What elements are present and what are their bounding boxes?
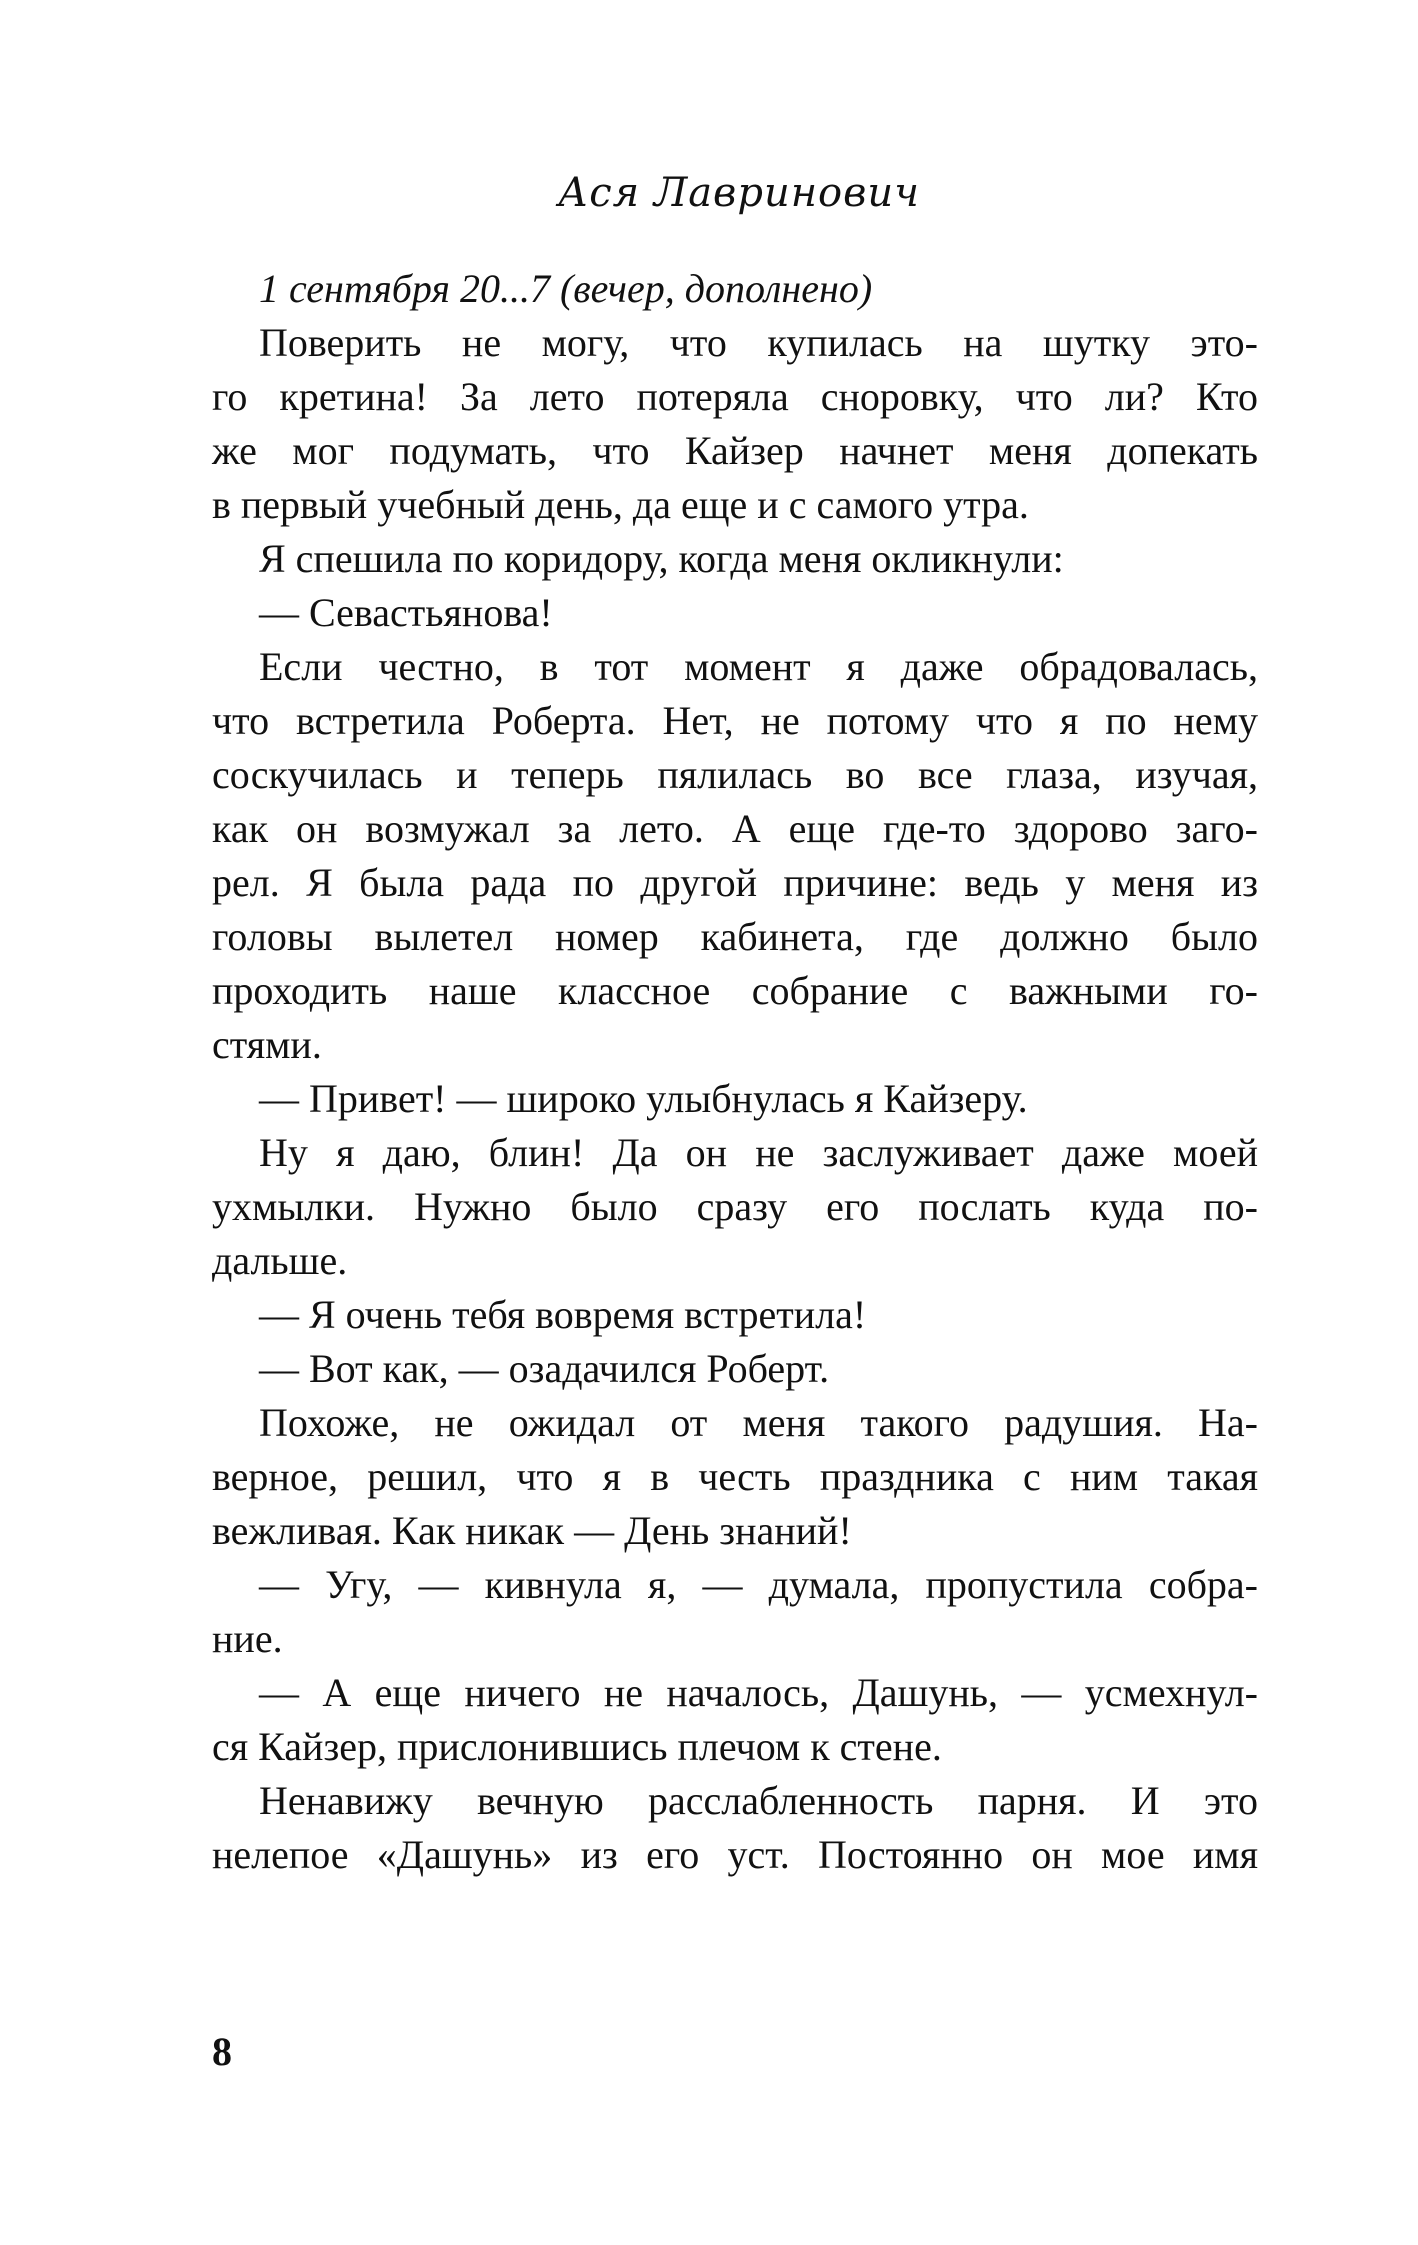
text-line: Я спешила по коридору, когда меня окликнули: [259,536,1064,581]
text-line: ухмылки. Нужно было сразу его послать куда по- [212,1184,1258,1229]
text-line: го кретина! За лето потеряла сноровку, что ли? Кто [212,374,1258,419]
page-number: 8 [212,2029,232,2074]
text-line: Поверить не могу, что купилась на шутку это- [259,320,1258,365]
text-line: как он возмужал за лето. А еще где-то здорово заго- [212,806,1258,851]
dialogue-line: — Севастьянова! [259,590,553,635]
text-line: вежливая. Как никак — День знаний! [212,1508,852,1553]
text-line: в первый учебный день, да еще и с самого утра. [212,482,1029,527]
diary-date-heading: 1 сентября 20...7 (вечер, дополнено) [259,266,873,311]
dialogue-line: — А еще ничего не началось, Дашунь, — усмехнул- [259,1670,1258,1715]
text-line: Похоже, не ожидал от меня такого радушия. На- [259,1400,1258,1445]
text-line: соскучилась и теперь пялилась во все глаза, изучая, [212,752,1258,797]
dialogue-line: — Я очень тебя вовремя встретила! [259,1292,867,1337]
running-head-author: Ася Лавринович [557,170,921,216]
text-line: Если честно, в тот момент я даже обрадовалась, [259,644,1258,689]
dialogue-line: — Вот как, — озадачился Роберт. [259,1346,830,1391]
text-line: ся Кайзер, прислонившись плечом к стене. [212,1724,942,1769]
dialogue-line: — Угу, — кивнула я, — думала, пропустила собра- [259,1562,1258,1607]
body-text [212,262,1258,1882]
text-line: же мог подумать, что Кайзер начнет меня допекать [212,428,1258,473]
text-line: нелепое «Дашунь» из его уст. Постоянно он мое имя [212,1832,1258,1877]
text-line: головы вылетел номер кабинета, где должно было [212,914,1258,959]
text-line: ние. [212,1616,283,1661]
text-line: Ну я даю, блин! Да он не заслуживает даже моей [259,1130,1258,1175]
text-line: рел. Я была рада по другой причине: ведь у меня из [212,860,1258,905]
text-line: верное, решил, что я в честь праздника с ним такая [212,1454,1258,1499]
dialogue-line: — Привет! — широко улыбнулась я Кайзеру. [259,1076,1028,1121]
text-line: дальше. [212,1238,348,1283]
text-line: стями. [212,1022,322,1067]
text-line: что встретила Роберта. Нет, не потому что я по нему [212,698,1258,743]
text-line: Ненавижу вечную расслабленность парня. И это [259,1778,1258,1823]
text-line: проходить наше классное собрание с важными го- [212,968,1258,1013]
